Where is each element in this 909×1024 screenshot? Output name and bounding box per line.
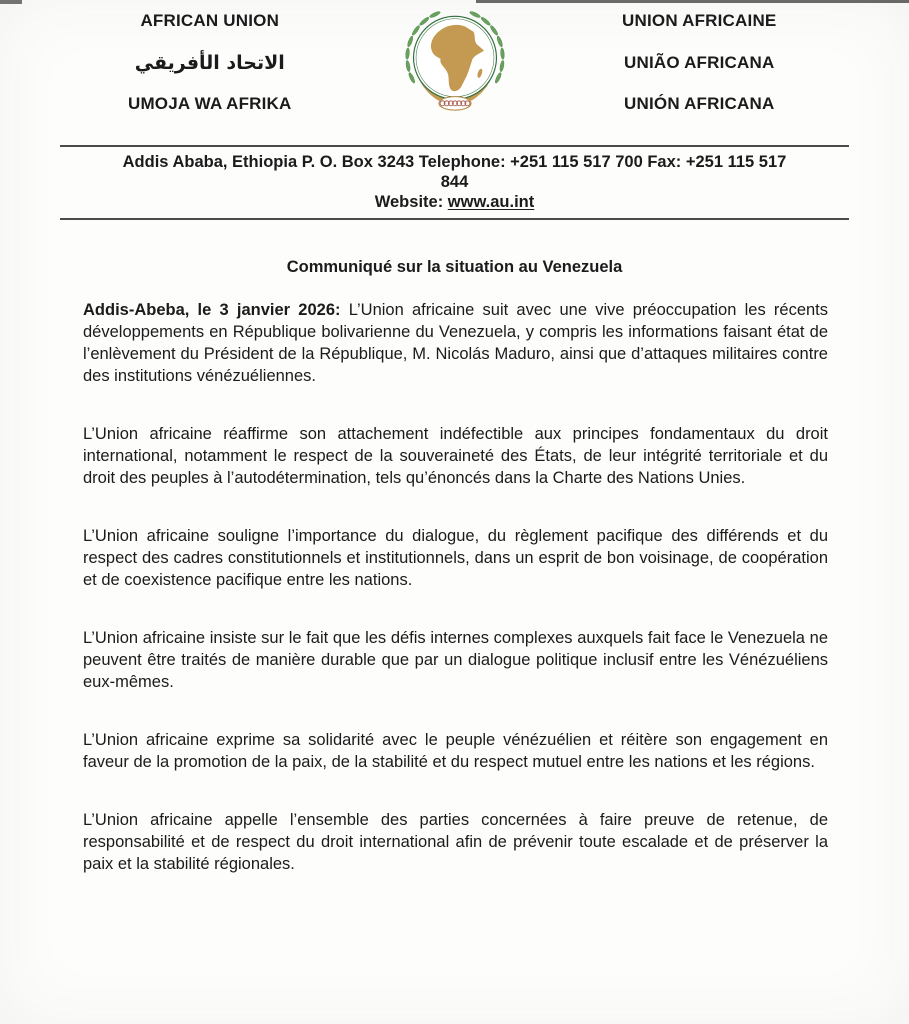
scan-artifact-right [476, 0, 909, 3]
letterhead [0, 0, 909, 120]
paragraph-4: L’Union africaine insiste sur le fait que les défis internes complexes auxquels fait face le Venezuela ne peuvent être traités de manière durable que par un dialogue politique inclusif entre les Vénézuéliens eux-mêmes. [83, 629, 828, 691]
letterhead-right-column [530, 8, 870, 120]
paragraph-1 [83, 299, 828, 387]
address-block [60, 145, 849, 220]
paragraph-6: L’Union africaine appelle l’ensemble des parties concernées à faire preuve de retenue, de responsabilité et de respect du droit international afin de prévenir toute escalade et de préserver la paix et la stabilité régionales. [83, 811, 828, 873]
address-line-1: Addis Ababa, Ethiopia P. O. Box 3243 Telephone: +251 115 517 700 Fax: +251 115 517 [122, 153, 787, 171]
org-name-portuguese: UNIÃO AFRICANA [624, 52, 775, 72]
paragraph-3: L’Union africaine souligne l’importance du dialogue, du règlement pacifique des différends et du respect des cadres constitutionnels et institutionnels, dans un esprit de bon voisinage, de coopération et de coexistence pacifique entre les nations. [83, 527, 828, 589]
document-title: Communiqué sur la situation au Venezuela [286, 258, 623, 276]
org-name-french: UNION AFRICAINE [622, 11, 777, 30]
paragraph-2: L’Union africaine réaffirme son attachement indéfectible aux principes fondamentaux du droit international, notamment le respect de la souveraineté des États, de leur intégrité territoriale et du droit des peuples à l’autodétermination, tels qu’énoncés dans la Charte des Nations Unies. [83, 425, 828, 487]
org-name-arabic: الاتحاد الأفريقي [134, 51, 285, 74]
document-body [83, 299, 828, 875]
website-line [70, 192, 839, 212]
african-union-emblem-icon [392, 8, 518, 122]
website-label: Website: [374, 193, 448, 211]
website-link[interactable]: www.au.int [447, 193, 535, 211]
dateline: Addis-Abeba, le 3 janvier 2026: [83, 301, 341, 319]
paragraph-1-text: L’Union africaine suit avec une vive préoccupation les récents développements en République bolivarienne du Venezuela, y compris les informations faisant état de l’enlèvement du Président de la République, M. Nicolás Maduro, ainsi que d’attaques militaires contre des institutions vénézuéliennes. [83, 301, 829, 385]
au-emblem-logo [380, 8, 530, 120]
org-name-english: AFRICAN UNION [140, 11, 280, 30]
scan-artifact-left [0, 0, 22, 4]
org-name-swahili: UMOJA WA AFRIKA [127, 94, 292, 113]
letterhead-left-column [40, 8, 380, 120]
address-line-2: 844 [440, 173, 469, 191]
paragraph-5: L’Union africaine exprime sa solidarité avec le peuple vénézuélien et réitère son engagement en faveur de la promotion de la paix, de la stabilité et du respect mutuel entre les nations et les régions. [83, 731, 828, 771]
org-name-spanish: UNIÓN AFRICANA [624, 94, 775, 113]
